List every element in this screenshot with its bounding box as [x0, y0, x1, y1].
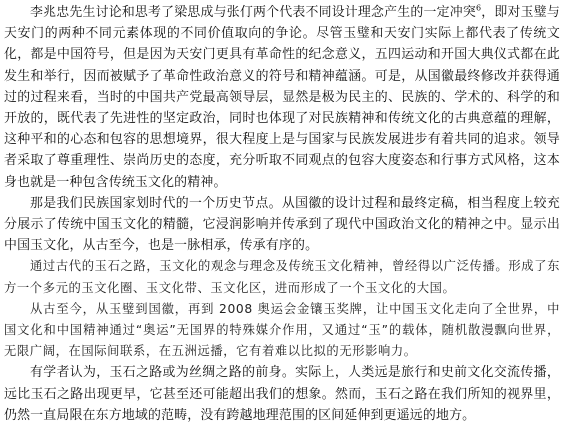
paragraph-1-tail: ，即对玉璧与天安门的两种不同元素体现的不同价值取向的争论。尽管玉璧和天安门实际上都代表了传统文化，都是中国符号，但是因为天安门更具有革命性的纪念意义，五四运动和开国大典仪式都在此发生和举行，因而被赋予了革命性政治意义的符号和精神蕴涵。可是，从国徽最终修改并获得通过的过程来看，当时的中国共产党最高领导层，显然是极为民主的、民族的、学术的、科学的和开放的，既代表了先进性的坚定政治，同时也体现了对民族精神和传统文化的古典意蕴的理解，这种平和的心态和包容的思想境界，很大程度上是与国家与民族发展进步有着共同的追求。领导者采取了尊重理性、崇尚历史的态度，充分听取不同观点的包容大度姿态和行事方式风格，这本身也就是一种包含传统玉文化的精神。	[4, 5, 560, 190]
paragraph-5: 有学者认为，玉石之路或为丝绸之路的前身。实际上，人类远是旅行和史前文化交流传播，远比玉石之路出现更早，它甚至还可能超出我们的想象。然而，玉石之路在我们所知的视界里，仍然一直局限在东方地域的范畴，没有跨越地理范围的区间延伸到更遥远的地方。	[4, 365, 560, 423]
paragraph-2: 那是我们民族国家划时代的一个历史节点。从国徽的设计过程和最终定稿，相当程度上较充分展示了传统中国玉文化的精髓，它浸润影响并传承到了现代中国政治文化的精神之中。显示出中国玉文化，从古至今，也是一脉相承，传承有序的。	[4, 195, 560, 254]
paragraph-1	[0, 2, 563, 193]
paragraph-1-text: 李兆忠先生讨论和思考了梁思成与张仃两个代表不同设计理念产生的一定冲突	[30, 5, 476, 20]
paragraph-4: 从古至今，从玉璧到国徽，再到 2008 奥运会金镶玉奖牌，让中国玉文化走向了全世界，中国文化和中国精神通过“奥运”无国界的特殊媒介作用，又通过“玉”的载体，随机散漫飘向世界，无限广阔，在国际间联系，在五洲远播，它有着难以比拟的无形影响力。	[4, 301, 560, 359]
paragraph-3: 通过古代的玉石之路，玉文化的观念与理念及传统玉文化精神，曾经得以广泛传播。形成了东方一个多元的玉文化圈、玉文化带、玉文化区，进而形成了一个玉文化的大国。	[4, 259, 560, 295]
footnote-ref[interactable]: 6	[475, 3, 482, 13]
